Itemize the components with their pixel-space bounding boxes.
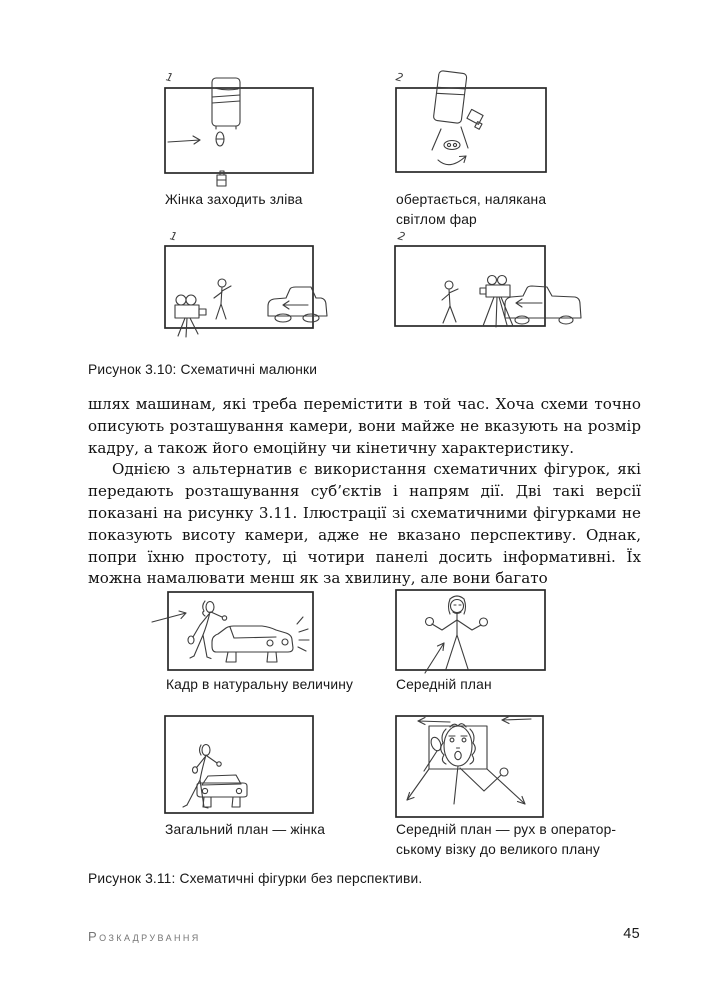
panel-number-label: 1 — [164, 70, 175, 85]
panel-number-label: 1 — [168, 229, 179, 244]
sketch-full-size-frame — [150, 580, 335, 680]
panel-caption: Середній план — [396, 677, 492, 692]
paragraph: шлях машинам, які треба перемістити в той час. Хоча схеми точно описують розташування камери, вони майже не вказують на розмір кадру, а також його емоційну чи кінетичну характеристику. — [88, 395, 641, 457]
storyboard-sketch-full-size — [150, 580, 335, 680]
sketch-turns-scared-headlights — [380, 58, 595, 193]
sketch-dolly-to-closeup — [380, 705, 565, 835]
storyboard-sketch-setup-2 — [380, 226, 605, 351]
paragraph: Однією з альтернатив є використання схематичних фігурок, які передають розташування суб’єктів і напрям дії. Дві такі версії показані на рисунку 3.11. Ілюстрації зі схематичними фігурками не показують висоту камери, адже не вказано перспективу. Однак, попри їхню простоту, ці чотири панелі досить інформативні. Їх можна намалювати менш як за хвилину, але вони багато — [88, 460, 641, 588]
page-number: 45 — [623, 926, 640, 942]
panel-caption: Жінка заходить зліва — [165, 192, 303, 207]
body-text — [88, 394, 641, 590]
storyboard-sketch-top-view-1 — [150, 58, 335, 193]
storyboard-sketch-medium — [380, 580, 565, 680]
figure-caption-3-10: Рисунок 3.10: Схематичні малюнки — [88, 362, 318, 377]
storyboard-sketch-top-view-2 — [380, 58, 595, 193]
sketch-long-shot-woman — [150, 705, 335, 830]
storyboard-sketch-setup-1 — [150, 226, 335, 351]
storyboard-sketch-dolly — [380, 705, 565, 835]
running-title: Розкадрування — [88, 929, 201, 944]
sketch-camera-setup-2 — [380, 226, 605, 351]
storyboard-sketch-long-shot — [150, 705, 335, 830]
panel-number-label: 2 — [394, 70, 405, 85]
figure-caption-3-11: Рисунок 3.11: Схематичні фігурки без перспективи. — [88, 871, 423, 886]
panel-caption: обертається, налякана світлом фар — [396, 192, 547, 227]
panel-caption: Загальний план — жінка — [165, 822, 326, 837]
sketch-woman-enters-left — [150, 58, 335, 193]
sketch-medium-shot — [380, 580, 565, 680]
panel-number-label: 2 — [396, 229, 407, 244]
panel-caption: Середній план — рух в оператор- ському візку до великого плану — [396, 822, 617, 857]
panel-caption: Кадр в натуральну величину — [166, 677, 354, 692]
sketch-camera-setup-1 — [150, 226, 335, 351]
